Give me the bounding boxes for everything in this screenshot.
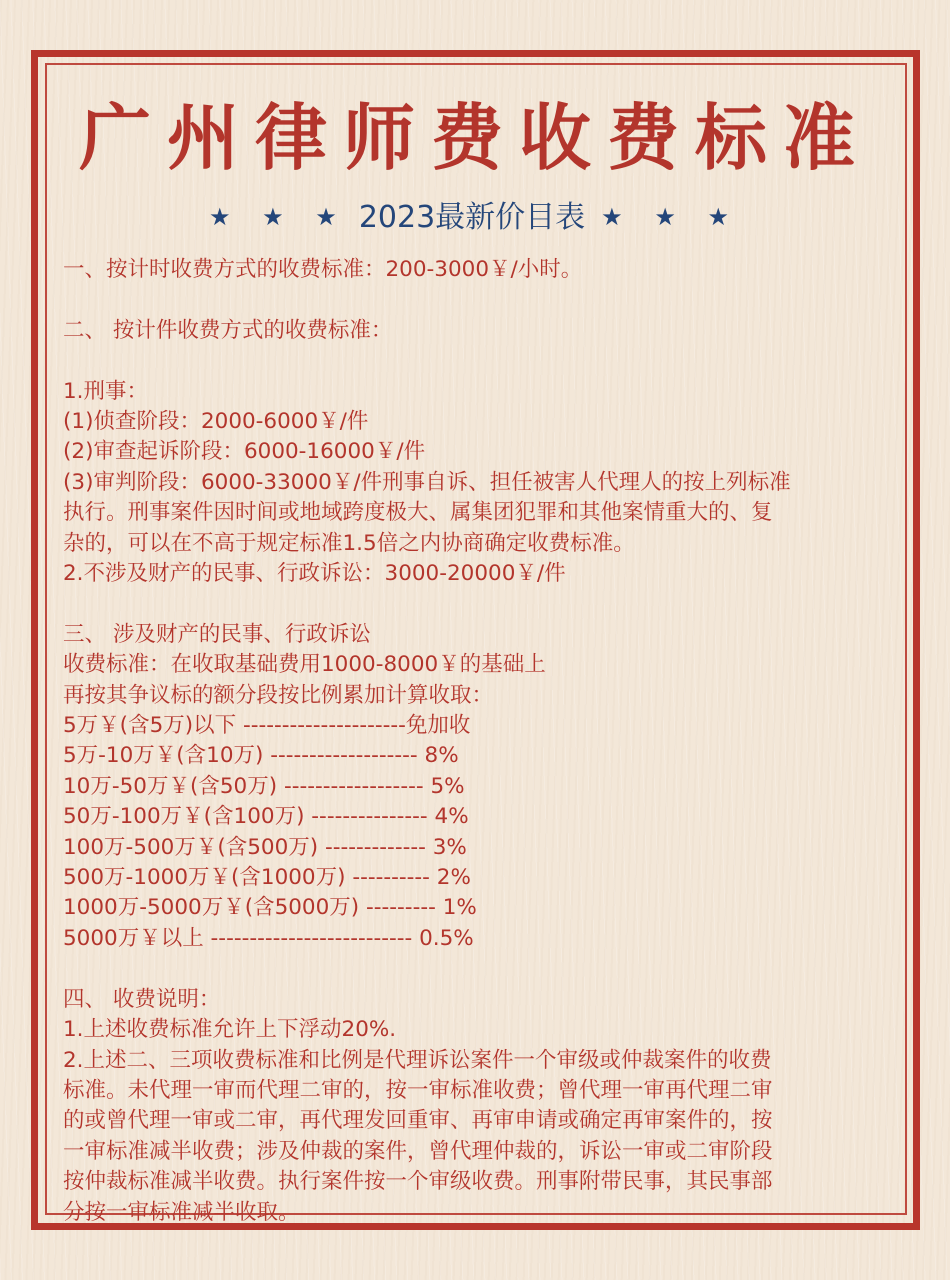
note-line: 的或曾代理一审或二审，再代理发回重审、再审申请或确定再审案件的，按	[63, 1108, 773, 1134]
tier-note: 再按其争议标的额分段按比例累加计算收取：	[63, 682, 494, 708]
fee-tier-row	[63, 772, 903, 802]
section-3-heading: 三、 涉及财产的民事、行政诉讼	[63, 621, 371, 647]
fee-tier-row	[63, 863, 903, 893]
tier-dashes: ---------------------	[236, 713, 406, 739]
criminal-trial-line: 杂的，可以在不高于规定标准1.5倍之内协商确定收费标准。	[63, 530, 635, 556]
subtitle-text: 2023最新价目表	[358, 200, 586, 235]
tier-rate: 3%	[432, 834, 467, 860]
criminal-trial-line: 执行。刑事案件因时间或地域跨度极大、属集团犯罪和其他案情重大的、复	[63, 500, 773, 526]
tier-rate: 免加收	[405, 713, 471, 739]
note-line: 标准。未代理一审而代理二审的，按一审标准收费；曾代理一审再代理二审	[63, 1077, 773, 1103]
base-fee-text: 收费标准：在收取基础费用1000-8000￥的基础上	[63, 652, 546, 678]
tier-dashes: ------------------	[277, 773, 431, 799]
note-line: 按仲裁标准减半收费。执行案件按一个审级收费。刑事附带民事，其民事部	[63, 1169, 773, 1195]
civil-non-property-fee: 2.不涉及财产的民事、行政诉讼：3000-20000￥/件	[63, 561, 566, 587]
section-4-heading: 四、 收费说明：	[63, 986, 221, 1012]
criminal-item: (2)审查起诉阶段：6000-16000￥/件	[63, 439, 426, 465]
fee-tier-row	[63, 741, 903, 771]
tier-dashes: --------------------------	[203, 925, 420, 951]
note-line: 分按一审标准减半收取。	[63, 1199, 300, 1225]
tier-rate: 2%	[436, 865, 471, 891]
fee-tier-row	[63, 924, 903, 954]
note-line: 2.上述二、三项收费标准和比例是代理诉讼案件一个审级或仲裁案件的收费	[63, 1047, 772, 1073]
fee-tier-row	[63, 711, 903, 741]
tier-range: 100万-500万￥(含500万)	[63, 834, 319, 860]
tier-range: 50万-100万￥(含100万)	[63, 804, 305, 830]
fee-tier-row	[63, 833, 903, 863]
section-1-hourly-fee: 一、按计时收费方式的收费标准：200-3000￥/小时。	[63, 257, 583, 282]
tier-rate: 5%	[430, 773, 465, 799]
tier-range: 5万-10万￥(含10万)	[63, 743, 264, 769]
tier-dashes: ----------	[345, 865, 437, 891]
fee-tier-row	[63, 802, 903, 832]
tier-range: 5000万￥以上	[63, 925, 204, 951]
tier-range: 10万-50万￥(含50万)	[63, 773, 278, 799]
tier-range: 500万-1000万￥(含1000万)	[63, 865, 346, 891]
criminal-item: (1)侦查阶段：2000-6000￥/件	[63, 409, 369, 434]
tier-dashes: -------------------	[263, 743, 425, 769]
fee-tier-row	[63, 893, 903, 923]
tier-rate: 4%	[434, 804, 469, 830]
tier-range: 5万￥(含5万)以下	[63, 713, 237, 739]
tier-dashes: ---------------	[304, 804, 435, 830]
note-line: 一审标准减半收费；涉及仲裁的案件，曾代理仲裁的，诉讼一审或二审阶段	[63, 1138, 773, 1164]
subtitle-row	[0, 194, 950, 241]
star-icons-right: ★ ★ ★	[601, 203, 741, 231]
section-2-heading: 二、 按计件收费方式的收费标准：	[63, 317, 393, 343]
tier-rate: 8%	[424, 743, 459, 769]
tier-dashes: ---------	[359, 895, 443, 921]
criminal-heading: 1.刑事：	[63, 378, 149, 404]
note-line: 1.上述收费标准允许上下浮动20%.	[63, 1017, 397, 1043]
tier-rate: 0.5%	[419, 925, 474, 951]
tier-rate: 1%	[442, 895, 477, 921]
tier-range: 1000万-5000万￥(含5000万)	[63, 895, 360, 921]
page-title: 广州律师费收费标准	[78, 95, 871, 180]
criminal-trial-line: (3)审判阶段：6000-33000￥/件刑事自诉、担任被害人代理人的按上列标准	[63, 469, 791, 495]
star-icons-left: ★ ★ ★	[209, 203, 349, 231]
fee-content	[63, 255, 903, 1228]
tier-dashes: -------------	[318, 834, 433, 860]
